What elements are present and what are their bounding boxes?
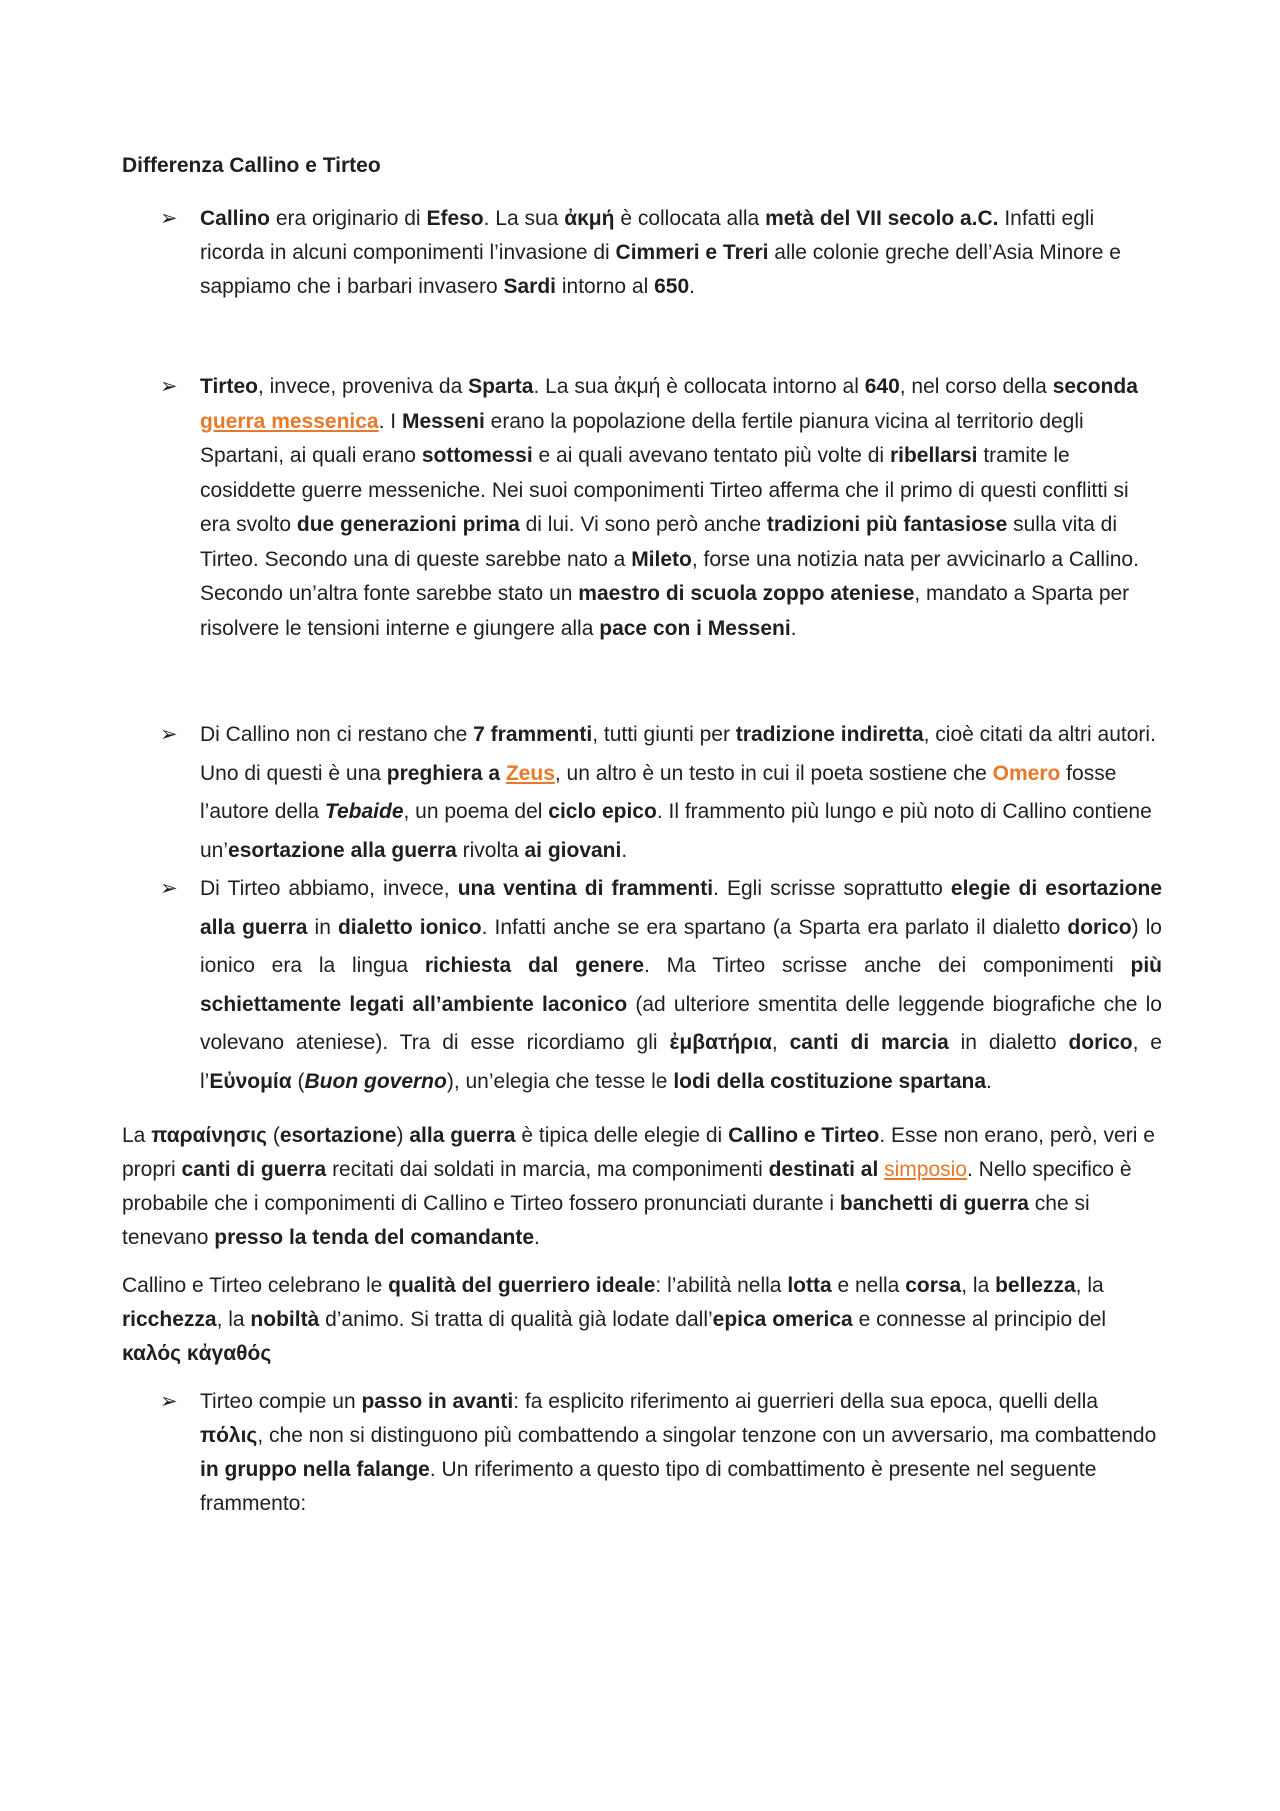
text-bold: seconda <box>1052 375 1138 398</box>
text: , un poema del <box>403 800 549 823</box>
text: . <box>689 275 695 298</box>
greek-term: παραίνησις <box>151 1124 267 1147</box>
text-bold: Mileto <box>631 547 692 571</box>
text-bold: richiesta dal genere <box>424 954 645 977</box>
text-bold: tradizioni più fantasiose <box>766 513 1008 536</box>
text: . La sua <box>483 207 565 230</box>
text: Infatti egli ricorda in alcuni componimenti l’invasione di <box>200 207 1095 264</box>
text: , mandato a Sparta per risolvere le tensioni interne e giungere alla <box>200 582 1130 640</box>
greek-term: πόλις <box>200 1424 258 1447</box>
text: , e l’ <box>200 1031 1162 1093</box>
text-bold: ciclo epico <box>548 800 657 823</box>
text: ) <box>396 1124 410 1147</box>
text-bold: corsa <box>905 1274 962 1297</box>
text: : l’abilità nella <box>655 1274 788 1297</box>
text-bold: qualità del guerriero ideale <box>388 1274 656 1297</box>
document-title: Differenza Callino e Tirteo <box>122 154 381 177</box>
text-bold: Sardi <box>503 275 557 298</box>
arrow-bullet-icon: ➢ <box>160 375 178 398</box>
text-bold: esortazione alla guerra <box>228 838 457 862</box>
text: . Il frammento più lungo e più noto di Callino contiene un’ <box>200 800 1152 862</box>
paragraph-parainesis <box>122 1119 1162 1255</box>
text: rivolta <box>456 838 525 862</box>
text: recitati dai soldati in marcia, ma componimenti <box>326 1158 769 1181</box>
text: , la <box>216 1308 251 1331</box>
arrow-bullet-icon: ➢ <box>160 1390 178 1413</box>
text: ( <box>266 1124 280 1147</box>
text: tramite le cosiddette guerre messeniche. Nei suoi componimenti Tirteo afferma che il primo di questi conflitti si era svolto <box>200 444 1129 536</box>
text: , cioè citati da altri autori. Uno di questi è una <box>200 723 1156 785</box>
text: . <box>534 1226 540 1249</box>
text-bold: alla guerra <box>409 1124 516 1147</box>
text: in dialetto <box>948 1031 1069 1054</box>
text-bold: ribellarsi <box>889 444 978 467</box>
text: fosse l’autore della <box>200 761 1117 823</box>
text: di lui. Vi sono però anche <box>519 513 767 536</box>
text: e connesse al principio del <box>852 1308 1107 1331</box>
text-bold: 7 frammenti <box>473 723 593 746</box>
bullet-tirteo-fragments <box>122 870 1162 1101</box>
text: , invece, proveniva da <box>257 375 469 398</box>
text-bold: metà del VII secolo a.C. <box>765 207 999 230</box>
text: ), un’elegia che tesse le <box>446 1069 674 1093</box>
text: , un altro è un testo in cui il poeta sostiene che <box>554 761 993 785</box>
text: , nel corso della <box>899 375 1053 398</box>
text-bold: 650 <box>654 275 690 298</box>
text: , forse una notizia nata per avvicinarlo a Callino. Secondo un’altra fonte sarebbe stato un <box>200 547 1139 605</box>
text-bold: presso la tenda del comandante <box>214 1226 535 1249</box>
text: ) lo ionico era la lingua <box>200 915 1162 977</box>
arrow-bullet-icon: ➢ <box>160 877 178 900</box>
text-bold: canti di guerra <box>181 1158 327 1181</box>
text-bold: banchetti di guerra <box>839 1192 1029 1215</box>
text: , che non si distinguono più combattendo a singolar tenzone con un avversario, ma combattendo <box>257 1424 1157 1447</box>
text-bold: Messeni <box>401 409 485 433</box>
text: . La sua ἀκμή è collocata intorno al <box>533 375 865 398</box>
text-bold: nobiltà <box>250 1308 320 1331</box>
text: e ai quali avevano tentato più volte di <box>532 444 890 467</box>
text: . Un riferimento a questo tipo di combattimento è presente nel seguente frammento: <box>200 1458 1097 1515</box>
text: Di Tirteo abbiamo, invece, <box>200 877 458 900</box>
text: intorno al <box>556 275 655 298</box>
text: . Nello specifico è probabile che i componimenti di Callino e Tirteo fossero pronunciati durante i <box>122 1158 1132 1215</box>
text-bold: una ventina di frammenti <box>457 877 714 900</box>
text: erano la popolazione della fertile pianura vicina al territorio degli Spartani, ai quali erano <box>200 409 1084 467</box>
arrow-bullet-icon: ➢ <box>160 723 178 746</box>
text-bold: dialetto ionico <box>337 915 482 939</box>
text-bold: preghiera a <box>386 761 506 785</box>
text-bold: lotta <box>787 1274 832 1297</box>
text-bold: canti di marcia <box>789 1031 949 1054</box>
text-bold: Callino <box>200 207 271 230</box>
text: sulla vita di Tirteo. Secondo una di queste sarebbe nato a <box>200 513 1117 571</box>
document-page <box>122 150 1162 1521</box>
text: . <box>790 616 797 640</box>
text: , la <box>961 1274 996 1297</box>
text: . <box>986 1069 992 1093</box>
text: Callino e Tirteo celebrano le <box>122 1274 389 1297</box>
text: in <box>307 915 338 939</box>
text: . Egli scrisse soprattutto <box>713 877 951 900</box>
text-bold: pace con i Messeni <box>599 616 791 640</box>
text-bold: lodi della costituzione spartana <box>673 1069 987 1093</box>
text: , tutti giunti per <box>592 723 736 746</box>
text: , <box>771 1031 790 1054</box>
text-bold: sottomessi <box>421 444 533 467</box>
text-bold: epica omerica <box>712 1308 853 1331</box>
text: , la <box>1075 1274 1104 1297</box>
bullet-tirteo-falange <box>122 1385 1162 1521</box>
text-bold: Efeso <box>426 207 484 230</box>
text-bold: più schiettamente legati all’ambiente laconico <box>200 954 1162 1016</box>
text-bold: elegie di esortazione alla guerra <box>200 877 1162 939</box>
text-bold: dorico <box>1068 1031 1133 1054</box>
text-bold: dorico <box>1067 915 1132 939</box>
text: e nella <box>831 1274 906 1297</box>
text-bold: bellezza <box>995 1274 1076 1297</box>
text-bold-italic: Buon governo <box>304 1069 447 1093</box>
text: è tipica delle elegie di <box>515 1124 729 1147</box>
text: . <box>621 838 628 862</box>
text: . Infatti anche se era spartano (a Sparta era parlato il dialetto <box>481 915 1068 939</box>
text: Tirteo compie un <box>200 1390 362 1413</box>
text-bold-italic: Tebaide <box>324 800 404 823</box>
text-bold: ricchezza <box>122 1308 217 1331</box>
text: . Esse non erano, però, veri e propri <box>122 1124 1155 1181</box>
arrow-bullet-icon: ➢ <box>160 207 178 230</box>
text: (ad ulteriore smentita delle leggende biografiche che lo volevano ateniese). Tra di esse ricordiamo gli <box>200 992 1162 1054</box>
text-bold: due generazioni prima <box>296 513 520 536</box>
text-bold: maestro di scuola zoppo ateniese <box>578 582 915 605</box>
text: era originario di <box>270 207 427 230</box>
text-bold: 640 <box>864 375 900 398</box>
text: . I <box>378 409 402 433</box>
text: ( <box>291 1069 305 1093</box>
text: alle colonie greche dell’Asia Minore e sappiamo che i barbari invasero <box>200 241 1121 298</box>
link-simposio[interactable]: simposio <box>884 1158 967 1181</box>
highlight-omero: Omero <box>992 761 1061 785</box>
link-zeus[interactable]: Zeus <box>505 761 555 785</box>
text-bold: Sparta <box>468 375 534 398</box>
text-bold: Tirteo <box>200 375 258 398</box>
text: è collocata alla <box>614 207 766 230</box>
text-bold: in gruppo nella falange <box>200 1458 430 1481</box>
paragraph-warrior-qualities <box>122 1269 1162 1371</box>
text: che si tenevano <box>122 1192 1090 1249</box>
text: : fa esplicito riferimento ai guerrieri della sua epoca, quelli della <box>513 1390 1098 1413</box>
text-bold: ai giovani <box>524 838 622 862</box>
greek-term: καλός κἀγαθός <box>122 1342 272 1365</box>
bullet-tirteo-origin <box>122 370 1162 646</box>
text-bold: passo in avanti <box>361 1390 514 1413</box>
text: . Ma Tirteo scrisse anche dei componimenti <box>644 954 1131 977</box>
greek-term: ἀκμή <box>564 207 615 230</box>
text-bold: Callino e Tirteo <box>728 1124 880 1147</box>
bullet-callino-origin <box>122 202 1162 304</box>
greek-term: ἐμβατήρια <box>669 1031 772 1054</box>
text: La <box>122 1124 152 1147</box>
text: d’animo. Si tratta di qualità già lodate dall’ <box>319 1308 713 1331</box>
text: Di Callino non ci restano che <box>200 723 474 746</box>
text-bold: Cimmeri e Treri <box>615 241 769 264</box>
text-bold: esortazione <box>279 1124 397 1147</box>
text-bold: tradizione indiretta <box>735 723 924 746</box>
bullet-callino-fragments <box>122 716 1162 870</box>
greek-term: Εὐνομία <box>209 1069 292 1093</box>
text-bold: destinati al <box>768 1158 879 1181</box>
link-guerra-messenica[interactable]: guerra messenica <box>200 409 379 433</box>
